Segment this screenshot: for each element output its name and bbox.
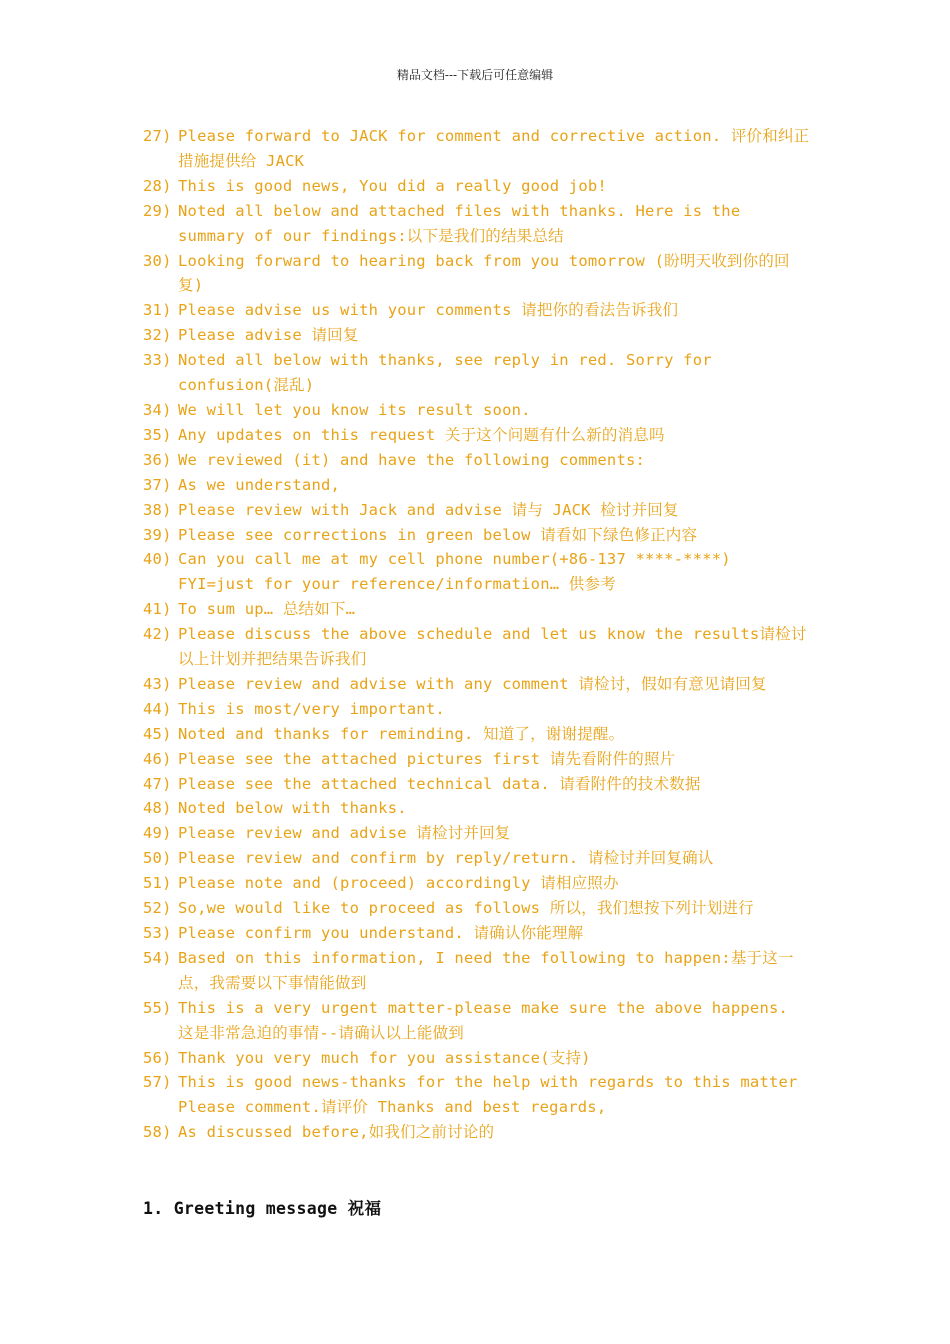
list-item	[143, 1046, 813, 1071]
item-number: 31)	[143, 301, 172, 320]
section-heading: 1. Greeting message 祝福	[143, 1199, 382, 1218]
item-number: 57)	[143, 1073, 172, 1092]
item-text: This is good news-thanks for the help with regards to this matter Please comment.请评价 Thanks and best regards,	[178, 1073, 798, 1117]
list-item	[143, 1120, 813, 1145]
list-item	[143, 298, 813, 323]
list-item	[143, 747, 813, 772]
list-item	[143, 523, 813, 548]
item-text: Please review and confirm by reply/return. 请检讨并回复确认	[178, 849, 714, 868]
list-item	[143, 871, 813, 896]
list-item	[143, 697, 813, 722]
list-item	[143, 772, 813, 797]
list-item	[143, 722, 813, 747]
item-text: Please forward to JACK for comment and corrective action. 评价和纠正措施提供给 JACK	[178, 127, 810, 170]
item-text: To sum up… 总结如下…	[178, 600, 356, 619]
item-text: This is good news, You did a really good job!	[178, 176, 607, 195]
item-number: 56)	[143, 1048, 172, 1067]
item-text: Noted all below and attached files with thanks. Here is the summary of our findings:以下是我们的结果总结	[178, 201, 741, 245]
item-number: 44)	[143, 699, 172, 718]
item-number: 52)	[143, 899, 172, 918]
item-text: Please review with Jack and advise 请与 JACK 检讨并回复	[178, 500, 679, 519]
item-number: 43)	[143, 674, 172, 693]
item-number: 55)	[143, 998, 172, 1017]
list-item	[143, 921, 813, 946]
list-item	[143, 672, 813, 697]
list-item	[143, 124, 813, 174]
list-item	[143, 348, 813, 398]
item-text: Based on this information, I need the following to happen:基于这一点，我需要以下事情能做到	[178, 948, 794, 992]
item-text: Noted below with thanks.	[178, 799, 407, 818]
list-item	[143, 547, 813, 597]
item-number: 58)	[143, 1123, 172, 1142]
list-item	[143, 249, 813, 299]
list-item	[143, 1070, 813, 1120]
item-number: 51)	[143, 874, 172, 893]
item-number: 36)	[143, 450, 172, 469]
list-item	[143, 473, 813, 498]
list-item	[143, 597, 813, 622]
list-item	[143, 846, 813, 871]
list-item	[143, 622, 813, 672]
item-text: Any updates on this request 关于这个问题有什么新的消息吗	[178, 425, 665, 444]
item-number: 33)	[143, 351, 172, 370]
item-text: Please see corrections in green below 请看如下绿色修正内容	[178, 525, 698, 544]
item-number: 40)	[143, 550, 172, 569]
item-text: Please see the attached technical data. 请看附件的技术数据	[178, 774, 701, 793]
item-text: So,we would like to proceed as follows 所以，我们想按下列计划进行	[178, 899, 754, 918]
item-number: 47)	[143, 774, 172, 793]
item-number: 42)	[143, 625, 172, 644]
item-text: This is a very urgent matter-please make sure the above happens. 这是非常急迫的事情--请确认以上能做到	[178, 998, 789, 1042]
item-text: As discussed before,如我们之前讨论的	[178, 1123, 495, 1142]
item-number: 46)	[143, 749, 172, 768]
item-text: Looking forward to hearing back from you tomorrow (盼明天收到你的回复)	[178, 251, 790, 295]
item-number: 27)	[143, 127, 172, 145]
item-text: This is most/very important.	[178, 699, 445, 718]
item-text: Please advise 请回复	[178, 326, 359, 345]
item-text: Please see the attached pictures first 请先看附件的照片	[178, 749, 676, 768]
item-text: Please review and advise 请检讨并回复	[178, 824, 511, 843]
page-header: 精品文档---下载后可任意编辑	[396, 68, 554, 82]
item-number: 41)	[143, 600, 172, 619]
item-text: Please note and (proceed) accordingly 请相应照办	[178, 874, 619, 893]
item-text: We will let you know its result soon.	[178, 400, 531, 419]
item-number: 34)	[143, 400, 172, 419]
item-number: 49)	[143, 824, 172, 843]
list-item	[143, 448, 813, 473]
item-text: We reviewed (it) and have the following comments:	[178, 450, 646, 469]
list-item	[143, 821, 813, 846]
phrase-list	[143, 124, 813, 1145]
item-number: 35)	[143, 425, 172, 444]
item-number: 53)	[143, 924, 172, 942]
item-text: Please review and advise with any comment 请检讨，假如有意见请回复	[178, 674, 767, 693]
list-item	[143, 398, 813, 423]
list-item	[143, 423, 813, 448]
item-text: Thank you very much for you assistance(支持)	[178, 1048, 591, 1067]
list-item	[143, 946, 813, 996]
list-item	[143, 996, 813, 1046]
list-item	[143, 498, 813, 523]
list-item	[143, 199, 813, 249]
item-text: Noted and thanks for reminding. 知道了，谢谢提醒。	[178, 724, 625, 743]
list-item	[143, 323, 813, 348]
item-number: 39)	[143, 525, 172, 544]
item-number: 32)	[143, 326, 172, 345]
item-number: 30)	[143, 251, 172, 270]
item-number: 48)	[143, 799, 172, 818]
item-number: 28)	[143, 176, 172, 195]
item-number: 45)	[143, 724, 172, 743]
item-text: Noted all below with thanks, see reply in red. Sorry for confusion(混乱)	[178, 351, 712, 395]
item-number: 38)	[143, 500, 172, 519]
item-number: 37)	[143, 475, 172, 494]
item-text: Can you call me at my cell phone number(+86-137 ****-****) FYI=just for your reference/information… 供参考	[178, 550, 731, 594]
item-text: Please advise us with your comments 请把你的看法告诉我们	[178, 301, 679, 320]
item-text: As we understand,	[178, 475, 341, 494]
item-number: 54)	[143, 948, 172, 967]
item-text: Please confirm you understand. 请确认你能理解	[178, 924, 584, 942]
list-item	[143, 174, 813, 199]
item-number: 29)	[143, 201, 172, 220]
list-item	[143, 896, 813, 921]
item-text: Please discuss the above schedule and let us know the results请检讨以上计划并把结果告诉我们	[178, 625, 807, 669]
item-number: 50)	[143, 849, 172, 868]
list-item	[143, 796, 813, 821]
